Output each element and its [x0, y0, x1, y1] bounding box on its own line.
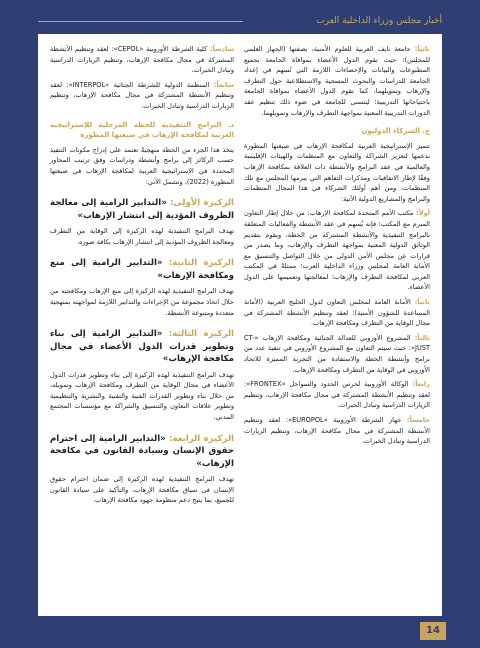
pillar-1-heading: الركيزة الأولى: «التدابير الرامية إلى معالجة الظروف المؤدية إلى انتشار الإرهاب»: [50, 198, 234, 221]
pillar-3-heading: الركيزة الثالثة: «التدابير الرامية إلى بناء وتطوير قدرات الدول الأعضاء في مجال مكافحة الإرهاب»: [50, 329, 234, 365]
section-heading-programs: د. البرامج التنفيذية للخطة المرحلية للإستراتيجية العربية لمكافحة الإرهاب في صيغتها المطورة: [50, 120, 234, 140]
paragraph-nayef: ثانياً: جامعة نايف العربية للعلوم الأمنية، بصفتها (الجهاز العلمي للمجلس): حيث تقوم الدول الأعضاء بموافاة الجامعة بجميع المطبوعات والبيانات والإحصاءات اللازمة التي تُسهم في إعداد الجامعة للدراسات والبحوث المسحية والاستطلاعية حول التطرف والإرهاب وتمويلهما، كما تقوم الدول الأعضاء بموافاة الجامعة باحتياجاتها التدريبية؛ ليتسنى للجامعة في ضوء ذلك تنظيم عقد الدورات التدريبية المعنية بمواجهة التطرف والإرهاب وتمويلهما.: [244, 45, 430, 117]
paragraph-frontex: رابعاً: الوكالة الأوروبية لحرس الحدود والسواحل «FRONTEX»: لعقد وتنظيم الأنشطة المشتركة في مجال مكافحة الإرهاب، وتنظيم الزيارات الدراسية وتبادل الخبرات.: [244, 380, 430, 410]
section-heading-partners: ج. الشركاء الدوليون: [361, 127, 430, 136]
paragraph-un-office: أولاً: مكتب الأمم المتحدة لمكافحة الإرهاب: من خلال إطار التعاون المبرم مع المكتب؛ فإنه يُسهم في عقد الأنشطة والفعاليات المتعلقة بالبرامج التنفيذية والأنشطة المشتركة من الخطة، ويقوم بتقديم الوثائق الدولية المعنية بمواجهة التطرف والإرهاب، وما يصدر من قرارات عن مجلس الأمن الدولي من خلال التواصل والتنسيق مع الأمانة العامة لمجلس وزراء الداخلية العرب؛ ممثلةً في المكتب العربي لمكافحة التطرف والإرهاب؛ لمعالجتها وتعميمها على الدول الأعضاء.: [244, 209, 430, 292]
header-rule: [38, 21, 243, 22]
pillar-2-text: تهدف البرامج التنفيذية لهذه الركيزة إلى منع الإرهاب ومكافحته من خلال اتخاذ مجموعة من الإجراءات والتدابير اللازمة لمواجهته بمنهجية متعددة ومتنوعة الأنشطة.: [50, 287, 234, 317]
paragraph-partners-intro: تتميز الإستراتيجية العربية لمكافحة الإرهاب في صيغتها المطورة بدعمها لتعزيز الشراكة والتعاون مع المنظمات والهيئات الإقليمية والعالمية في عقد البرامج والأنشطة ذات العلاقة بمكافحة الإرهاب وفقًا لإطار الاتفاقيات ومذكرات التفاهم التي يبرمها المجلس مع تلك المنظمات، ومن أهم أولئك الشركاء في هذا المجال المنظمات والبرامج والمشاريع الدولية الآتية:: [244, 141, 430, 203]
page-header: [0, 0, 480, 32]
content-sheet: [38, 34, 442, 616]
pillar-4-text: تهدف البرامج التنفيذية لهذه الركيزة إلى ضمان احترام حقوق الإنسان في سياق مكافحة الإرهاب، والتأكيد على سيادة القانون للجميع، بما يتيح دعم منظومة جهود مكافحة الإرهاب.: [50, 475, 234, 505]
header-title: أخبار مجلس وزراء الداخلية العرب: [316, 16, 442, 26]
paragraph-cepol: سادساً: كلية الشرطة الأوروبية «CEPOL»: لعقد وتنظيم الأنشطة المشتركة في مجال مكافحة الإرهاب، وتنظيم الزيارات الدراسية وتبادل الخبرات.: [50, 45, 234, 75]
paragraph-europol: خامساً: جهاز الشرطة الأوروبية «EUROPOL»: لعقد وتنظيم الأنشطة المشتركة في مجال مكافحة الإرهاب، وتنظيم الزيارات الدراسية وتبادل الخبرات.: [244, 416, 430, 446]
pillar-3-text: تهدف البرامج التنفيذية لهذه الركيزة إلى بناء وتطوير قدرات الدول الأعضاء في مجال الوقاية من التطرف ومكافحة الإرهاب وتمويله، من خلال بناء وتطوير القدرات الفنية والتقنية والبشرية والتنظيمية وتطوير علاقات التعاون والتنسيق والشراكة مع مؤسسات المجتمع المدني.: [50, 370, 234, 421]
paragraph-programs-intro: يتخذ هذا الجزء من الخطة منهجيةً تعتمد على إدراج مكونات التنفيذ حسب الركائز إلى برامج وأنشطة ودراسات وفق ترتيب المحاور المحددة في الإستراتيجية العربية لمكافحة الإرهاب في صيغتها المطورة (2022)، وتشمل الآتي:: [50, 145, 234, 186]
pillar-4-heading: الركيزة الرابعة: «التدابير الرامية إلى احترام حقوق الإنسان وسيادة القانون في مكافحة الإرهاب»: [50, 433, 234, 469]
pillar-1-text: تهدف البرامج التنفيذية لهذه الركيزة إلى الوقاية من التطرف ومعالجة الظروف المؤدية إلى انتشار الإرهاب بكافة صوره.: [50, 227, 234, 246]
paragraph-interpol: سابعاً: المنظمة الدولية للشرطة الجنائية «INTERPOL»: لعقد وتنظيم الأنشطة المشتركة في مجال مكافحة الإرهاب، وتنظيم الزيارات الدراسية وتبادل الخبرات.: [50, 80, 234, 110]
right-column: [244, 44, 430, 451]
paragraph-ct-just: ثالثاً: المشروع الأوروبي للعدالة الجنائية ومكافحة الإرهاب «CT-JUST»: حيث سيتم التعاون مع المشروع الأوروبي في تنفيذ عدد من برامج وأنشطة الخطة والاستفادة من التجربة المميزة للاتحاد الأوروبي في الوقاية من التطرف ومكافحة الإرهاب.: [244, 333, 430, 374]
left-column: [50, 44, 234, 510]
paragraph-gcc: ثانياً: الأمانة العامة لمجلس التعاون لدول الخليج العربية (الأمانة المساعدة للشؤون الأمنية): لعقد وتنظيم الأنشطة المشتركة في مجال الوقاية من التطرف ومكافحة الإرهاب.: [244, 298, 430, 328]
pillar-2-heading: الركيزة الثانية: «التدابير الرامية إلى منع ومكافحة الإرهاب»: [50, 258, 234, 281]
page-number: 14: [426, 625, 440, 636]
